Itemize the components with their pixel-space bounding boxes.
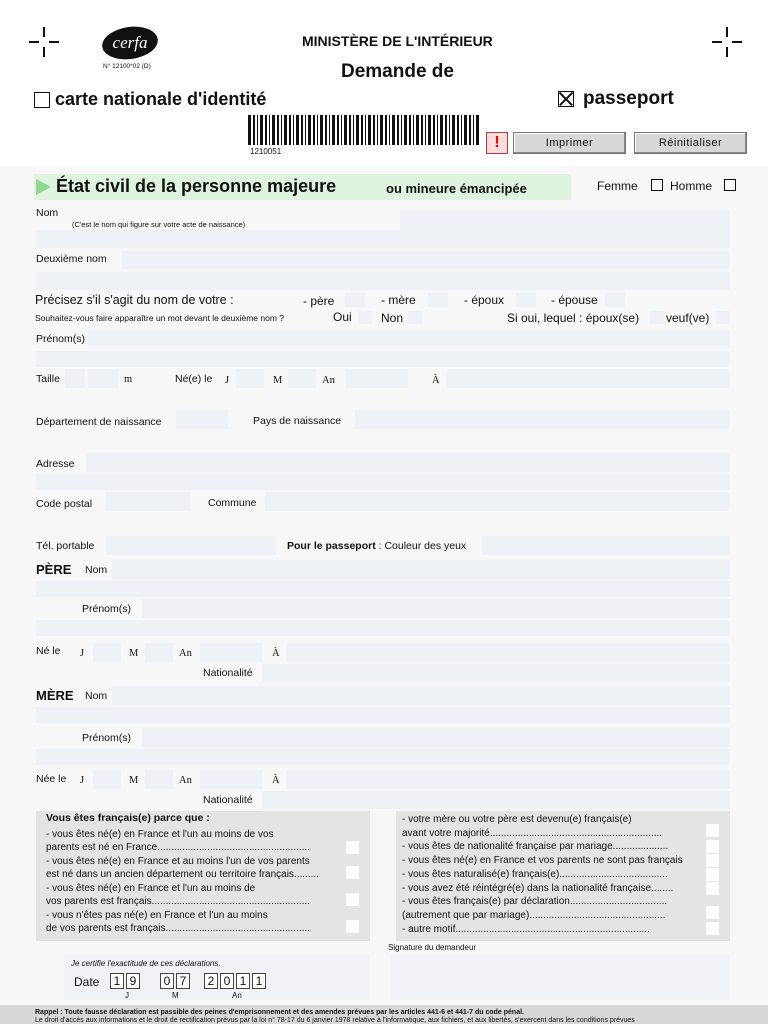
date-year-digit[interactable]: 2 xyxy=(204,973,218,989)
nom-input-b[interactable] xyxy=(36,230,730,248)
reason-line: - vous avez été réintégré(e) dans la nationalité française........ xyxy=(402,882,674,894)
taille-unit: m xyxy=(124,374,133,385)
veuf-label: veuf(ve) xyxy=(666,311,710,325)
reason-checkbox[interactable] xyxy=(706,824,719,837)
mere-nom-input[interactable] xyxy=(112,686,730,705)
femme-label: Femme xyxy=(597,179,638,193)
barcode-bar xyxy=(253,115,255,145)
pere-nationalite-input[interactable] xyxy=(262,664,730,682)
signature-label: Signature du demandeur xyxy=(388,943,477,952)
cerfa-logo xyxy=(101,26,159,60)
barcode-bar xyxy=(457,115,459,145)
deuxieme-nom-input[interactable] xyxy=(122,251,730,269)
epouse-option-box[interactable] xyxy=(605,293,625,307)
barcode-bar xyxy=(476,115,479,145)
barcode-bar xyxy=(428,115,431,145)
cerfa-number: N° 12100*02 (D) xyxy=(103,63,151,70)
barcode-bar xyxy=(361,115,363,145)
reason-checkbox[interactable] xyxy=(706,882,719,895)
nom-hint: (C'est le nom qui figure sur votre acte de naissance) xyxy=(72,220,246,229)
mere-lieu-label: À xyxy=(272,775,280,786)
reason-checkbox[interactable] xyxy=(706,868,719,881)
reason-checkbox[interactable] xyxy=(706,840,719,853)
si-oui-label: Si oui, lequel : époux(se) xyxy=(507,311,640,325)
date-day-digit[interactable]: 1 xyxy=(110,973,124,989)
taille-label: Taille xyxy=(36,373,60,385)
oui-option-box[interactable] xyxy=(358,311,372,324)
mere-prenoms-label: Prénom(s) xyxy=(82,732,132,744)
date-day-digit[interactable]: 9 xyxy=(126,973,140,989)
mere-nom-label: Nom xyxy=(85,690,108,702)
barcode-bar xyxy=(385,115,387,145)
mere-prenoms-input[interactable] xyxy=(142,728,730,747)
nationality-reasons-left xyxy=(36,811,370,941)
passport-option-label: passeport xyxy=(583,88,674,109)
epoux-option: - époux xyxy=(464,293,505,307)
arrow-right-icon xyxy=(36,179,52,195)
barcode-bar xyxy=(380,115,383,145)
barcode-number: 1210051 xyxy=(250,147,282,156)
nationality-reason xyxy=(46,910,310,935)
barcode-bar xyxy=(329,115,330,145)
barcode-bar xyxy=(392,115,395,145)
barcode-bar xyxy=(404,115,407,145)
barcode-bar xyxy=(397,115,399,145)
mere-ne-label: Née le xyxy=(36,773,67,785)
reason-line: (autrement que par mariage)................................................. xyxy=(402,909,666,921)
reason-line: - vous êtes français(e) par déclaration................................... xyxy=(402,896,668,908)
adresse-input-2[interactable] xyxy=(36,474,730,490)
reason-line: - vous êtes né(e) en France et l'un au moins de xyxy=(46,883,256,894)
barcode-bar xyxy=(349,115,351,145)
barcode-bar xyxy=(344,115,347,145)
barcode-bar xyxy=(332,115,335,145)
homme-label: Homme xyxy=(670,179,713,193)
code-postal-label: Code postal xyxy=(36,498,93,510)
pere-title: PÈRE xyxy=(36,562,72,577)
print-button[interactable]: Imprimer xyxy=(513,132,626,154)
pere-nom-label: Nom xyxy=(85,564,108,576)
barcode xyxy=(248,115,480,145)
barcode-bar xyxy=(277,115,279,145)
barcode-bar xyxy=(269,115,270,145)
reason-checkbox[interactable] xyxy=(346,866,359,879)
reason-line: - vous êtes né(e) en France et l'un au moins de vos xyxy=(46,829,274,840)
pays-label: Pays de naissance xyxy=(253,415,342,427)
veuf-box[interactable] xyxy=(716,311,730,324)
barcode-bar xyxy=(337,115,339,145)
section-subtitle: ou mineure émancipée xyxy=(386,181,527,196)
pere-nom-input[interactable] xyxy=(112,560,730,579)
mere-jour-input[interactable] xyxy=(93,770,121,789)
barcode-bar xyxy=(464,115,467,145)
cerfa-logo-text: cerfa xyxy=(112,33,148,52)
pere-prenoms-input[interactable] xyxy=(142,599,730,618)
pere-nom-input-2[interactable] xyxy=(36,581,730,597)
lieu-label: À xyxy=(432,375,440,386)
mois-label: M xyxy=(273,375,283,386)
epoux-se-box[interactable] xyxy=(650,311,664,324)
pere-annee-label: An xyxy=(179,648,192,659)
nationality-reason xyxy=(46,829,310,854)
barcode-bar xyxy=(425,115,426,145)
reason-line: de vos parents est français.................................................... xyxy=(46,922,310,934)
mere-option: - mère xyxy=(381,293,416,307)
mere-option-box[interactable] xyxy=(428,293,448,307)
femme-checkbox[interactable] xyxy=(651,179,663,191)
non-option: Non xyxy=(381,311,404,325)
pere-jour-label: J xyxy=(80,648,85,659)
barcode-bar xyxy=(368,115,371,145)
yeux-input[interactable] xyxy=(482,536,730,555)
departement-input[interactable] xyxy=(176,410,228,429)
nationality-reasons-right xyxy=(396,811,730,941)
barcode-bar xyxy=(473,115,474,145)
date-year-digit[interactable]: 0 xyxy=(220,973,234,989)
date-year-digit[interactable]: 1 xyxy=(252,973,266,989)
barcode-bar xyxy=(341,115,342,145)
pere-jour-input[interactable] xyxy=(93,643,121,662)
code-postal-input[interactable] xyxy=(106,492,190,511)
mere-lieu-input[interactable] xyxy=(286,770,730,789)
lieu-naissance-input[interactable] xyxy=(446,369,730,388)
deuxieme-nom-input-2[interactable] xyxy=(36,272,730,290)
deuxieme-nom-label: Deuxième nom xyxy=(36,253,107,265)
tel-input[interactable] xyxy=(106,536,276,555)
oui-option: Oui xyxy=(333,310,352,324)
souhaitez-label: Souhaitez-vous faire apparaître un mot devant le deuxième nom ? xyxy=(35,313,285,323)
barcode-bar xyxy=(433,115,435,145)
barcode-bar xyxy=(281,115,282,145)
barcode-bar xyxy=(416,115,419,145)
taille-m-input[interactable] xyxy=(65,369,85,388)
date-year-digit[interactable]: 1 xyxy=(236,973,250,989)
reset-button[interactable]: Réinitialiser xyxy=(634,132,747,154)
reason-line: - vous êtes de nationalité française par mariage.................... xyxy=(402,841,669,853)
taille-cm-input[interactable] xyxy=(88,369,118,388)
date-month-digit[interactable]: 7 xyxy=(176,973,190,989)
barcode-bar xyxy=(440,115,443,145)
reason-line: avant votre majorité.............................................................. xyxy=(402,827,663,839)
yeux-label: : Couleur des yeux xyxy=(378,540,467,552)
certify-text: Je certifie l'exactitude de ces déclarations. xyxy=(71,959,221,968)
pere-mois-label: M xyxy=(129,648,139,659)
request-title: Demande de xyxy=(341,61,454,82)
pere-mois-input[interactable] xyxy=(145,643,173,662)
mere-nationalite-label: Nationalité xyxy=(203,794,253,806)
prenoms-input[interactable] xyxy=(88,330,730,348)
reason-checkbox[interactable] xyxy=(706,922,719,935)
reason-checkbox[interactable] xyxy=(706,906,719,919)
crop-mark-icon xyxy=(29,27,59,57)
barcode-bar xyxy=(413,115,414,145)
passeport-label: Pour le passeport xyxy=(287,540,376,552)
ministry-title: MINISTÈRE DE L'INTÉRIEUR xyxy=(302,33,493,49)
epoux-option-box[interactable] xyxy=(516,293,536,307)
mere-prenoms-input-2[interactable] xyxy=(36,749,730,765)
pere-option-box[interactable] xyxy=(345,293,365,307)
barcode-bar xyxy=(373,115,375,145)
footer-rappel: Rappel : Toute fausse déclaration est passible des peines d'emprisonnement et des amendes prévues par les articles 441-6 et 441-7 du code pénal. xyxy=(35,1009,524,1016)
barcode-bar xyxy=(421,115,423,145)
annee-label: An xyxy=(322,375,335,386)
reason-line: - vous n'êtes pas né(e) en France et l'un au moins xyxy=(46,910,268,921)
passport-checkbox[interactable] xyxy=(558,91,574,107)
reason-line: - vous êtes né(e) en France et vos parents ne sont pas français xyxy=(402,855,683,867)
reason-line: est né dans un ancien département ou territoire français......... xyxy=(46,868,319,880)
homme-checkbox[interactable] xyxy=(724,179,736,191)
reason-line: vos parents est français......................................................... xyxy=(46,895,310,907)
pays-input[interactable] xyxy=(355,410,730,429)
ne-le-label: Né(e) le xyxy=(175,373,213,385)
barcode-bar xyxy=(377,115,378,145)
nationality-reason xyxy=(46,856,319,881)
barcode-bar xyxy=(265,115,267,145)
precisez-label: Précisez s'il s'agit du nom de votre : xyxy=(35,293,234,307)
barcode-bar xyxy=(305,115,306,145)
reason-checkbox[interactable] xyxy=(706,854,719,867)
jour-input[interactable] xyxy=(236,369,264,388)
reason-line: - vous êtes naturalisé(e) français(e)....................................... xyxy=(402,868,668,880)
barcode-bar xyxy=(401,115,402,145)
barcode-bar xyxy=(313,115,315,145)
mere-jour-label: J xyxy=(80,775,85,786)
barcode-bar xyxy=(257,115,258,145)
section-title: État civil de la personne majeure xyxy=(56,176,337,196)
nationality-title: Vous êtes français(e) parce que : xyxy=(46,812,210,824)
annee-input[interactable] xyxy=(346,369,408,388)
mere-annee-label: An xyxy=(179,775,192,786)
adresse-input[interactable] xyxy=(86,453,730,472)
jour-label: J xyxy=(225,375,230,386)
adresse-label: Adresse xyxy=(36,458,75,470)
tel-label: Tél. portable xyxy=(36,540,95,552)
pere-annee-input[interactable] xyxy=(200,643,262,662)
barcode-bar xyxy=(284,115,287,145)
reason-checkbox[interactable] xyxy=(346,920,359,933)
barcode-bar xyxy=(320,115,323,145)
barcode-bar xyxy=(445,115,447,145)
reason-line: parents est né en France....................................................... xyxy=(46,841,310,853)
prenoms-input-2[interactable] xyxy=(36,351,730,367)
mere-title: MÈRE xyxy=(36,688,74,703)
pere-ne-label: Né le xyxy=(36,645,61,657)
reason-checkbox[interactable] xyxy=(346,841,359,854)
barcode-bar xyxy=(452,115,455,145)
reason-line: - votre mère ou votre père est devenu(e) français(e) xyxy=(402,814,632,825)
barcode-bar xyxy=(437,115,438,145)
pere-nationalite-label: Nationalité xyxy=(203,667,253,679)
barcode-bar xyxy=(325,115,327,145)
nom-input-a[interactable] xyxy=(400,210,730,230)
warning-icon[interactable]: ! xyxy=(486,132,508,154)
barcode-bar xyxy=(449,115,450,145)
barcode-bar xyxy=(317,115,318,145)
barcode-bar xyxy=(248,115,251,145)
departement-label: Département de naissance xyxy=(36,416,162,428)
barcode-bar xyxy=(272,115,275,145)
reason-line: - vous êtes né(e) en France et au moins l'un de vos parents xyxy=(46,856,310,867)
mere-annee-input[interactable] xyxy=(200,770,262,789)
non-option-box[interactable] xyxy=(408,311,422,324)
signature-field[interactable] xyxy=(390,955,730,1000)
crop-mark-icon xyxy=(712,27,742,57)
barcode-bar xyxy=(409,115,411,145)
date-month-digit[interactable]: 0 xyxy=(160,973,174,989)
commune-label: Commune xyxy=(208,497,257,509)
prenoms-label: Prénom(s) xyxy=(36,333,86,345)
nom-label: Nom xyxy=(36,207,59,219)
nationality-reasons-list xyxy=(402,813,683,936)
barcode-bar xyxy=(389,115,390,145)
barcode-bar xyxy=(296,115,299,145)
pere-prenoms-label: Prénom(s) xyxy=(82,603,132,615)
barcode-bar xyxy=(301,115,303,145)
barcode-bar xyxy=(469,115,471,145)
barcode-bar xyxy=(289,115,291,145)
reason-line: - autre motif...................................................................... xyxy=(402,923,650,935)
barcode-bar xyxy=(356,115,359,145)
pere-prenoms-input-2[interactable] xyxy=(36,620,730,636)
epouse-option: - épouse xyxy=(551,293,598,307)
barcode-bar xyxy=(353,115,354,145)
mere-nationalite-input[interactable] xyxy=(262,791,730,809)
date-j-label: J xyxy=(125,991,129,1000)
mere-mois-label: M xyxy=(129,775,139,786)
footer-droit: Le droit d'accès aux informations et le droit de rectification prévus par la loi n° 78-17 du 6 janvier 1978 relative à l'informatique, aux fichiers, et aux libertés, s'exercent dans les conditions prévues xyxy=(35,1017,635,1024)
date-label: Date xyxy=(74,975,100,989)
date-m-label: M xyxy=(172,991,179,1000)
date-an-label: An xyxy=(232,991,242,1000)
mois-input[interactable] xyxy=(288,369,316,388)
barcode-bar xyxy=(293,115,294,145)
barcode-bar xyxy=(308,115,311,145)
barcode-bar xyxy=(461,115,462,145)
pere-option: - père xyxy=(303,294,335,308)
card-checkbox[interactable] xyxy=(34,92,50,108)
mere-nom-input-2[interactable] xyxy=(36,707,730,723)
barcode-bar xyxy=(260,115,263,145)
mere-mois-input[interactable] xyxy=(145,770,173,789)
commune-input[interactable] xyxy=(265,492,730,511)
barcode-bar xyxy=(365,115,366,145)
reason-checkbox[interactable] xyxy=(346,893,359,906)
pere-lieu-label: À xyxy=(272,648,280,659)
nationality-reason xyxy=(46,883,310,908)
card-option-label: carte nationale d'identité xyxy=(55,89,267,109)
pere-lieu-input[interactable] xyxy=(286,643,730,662)
